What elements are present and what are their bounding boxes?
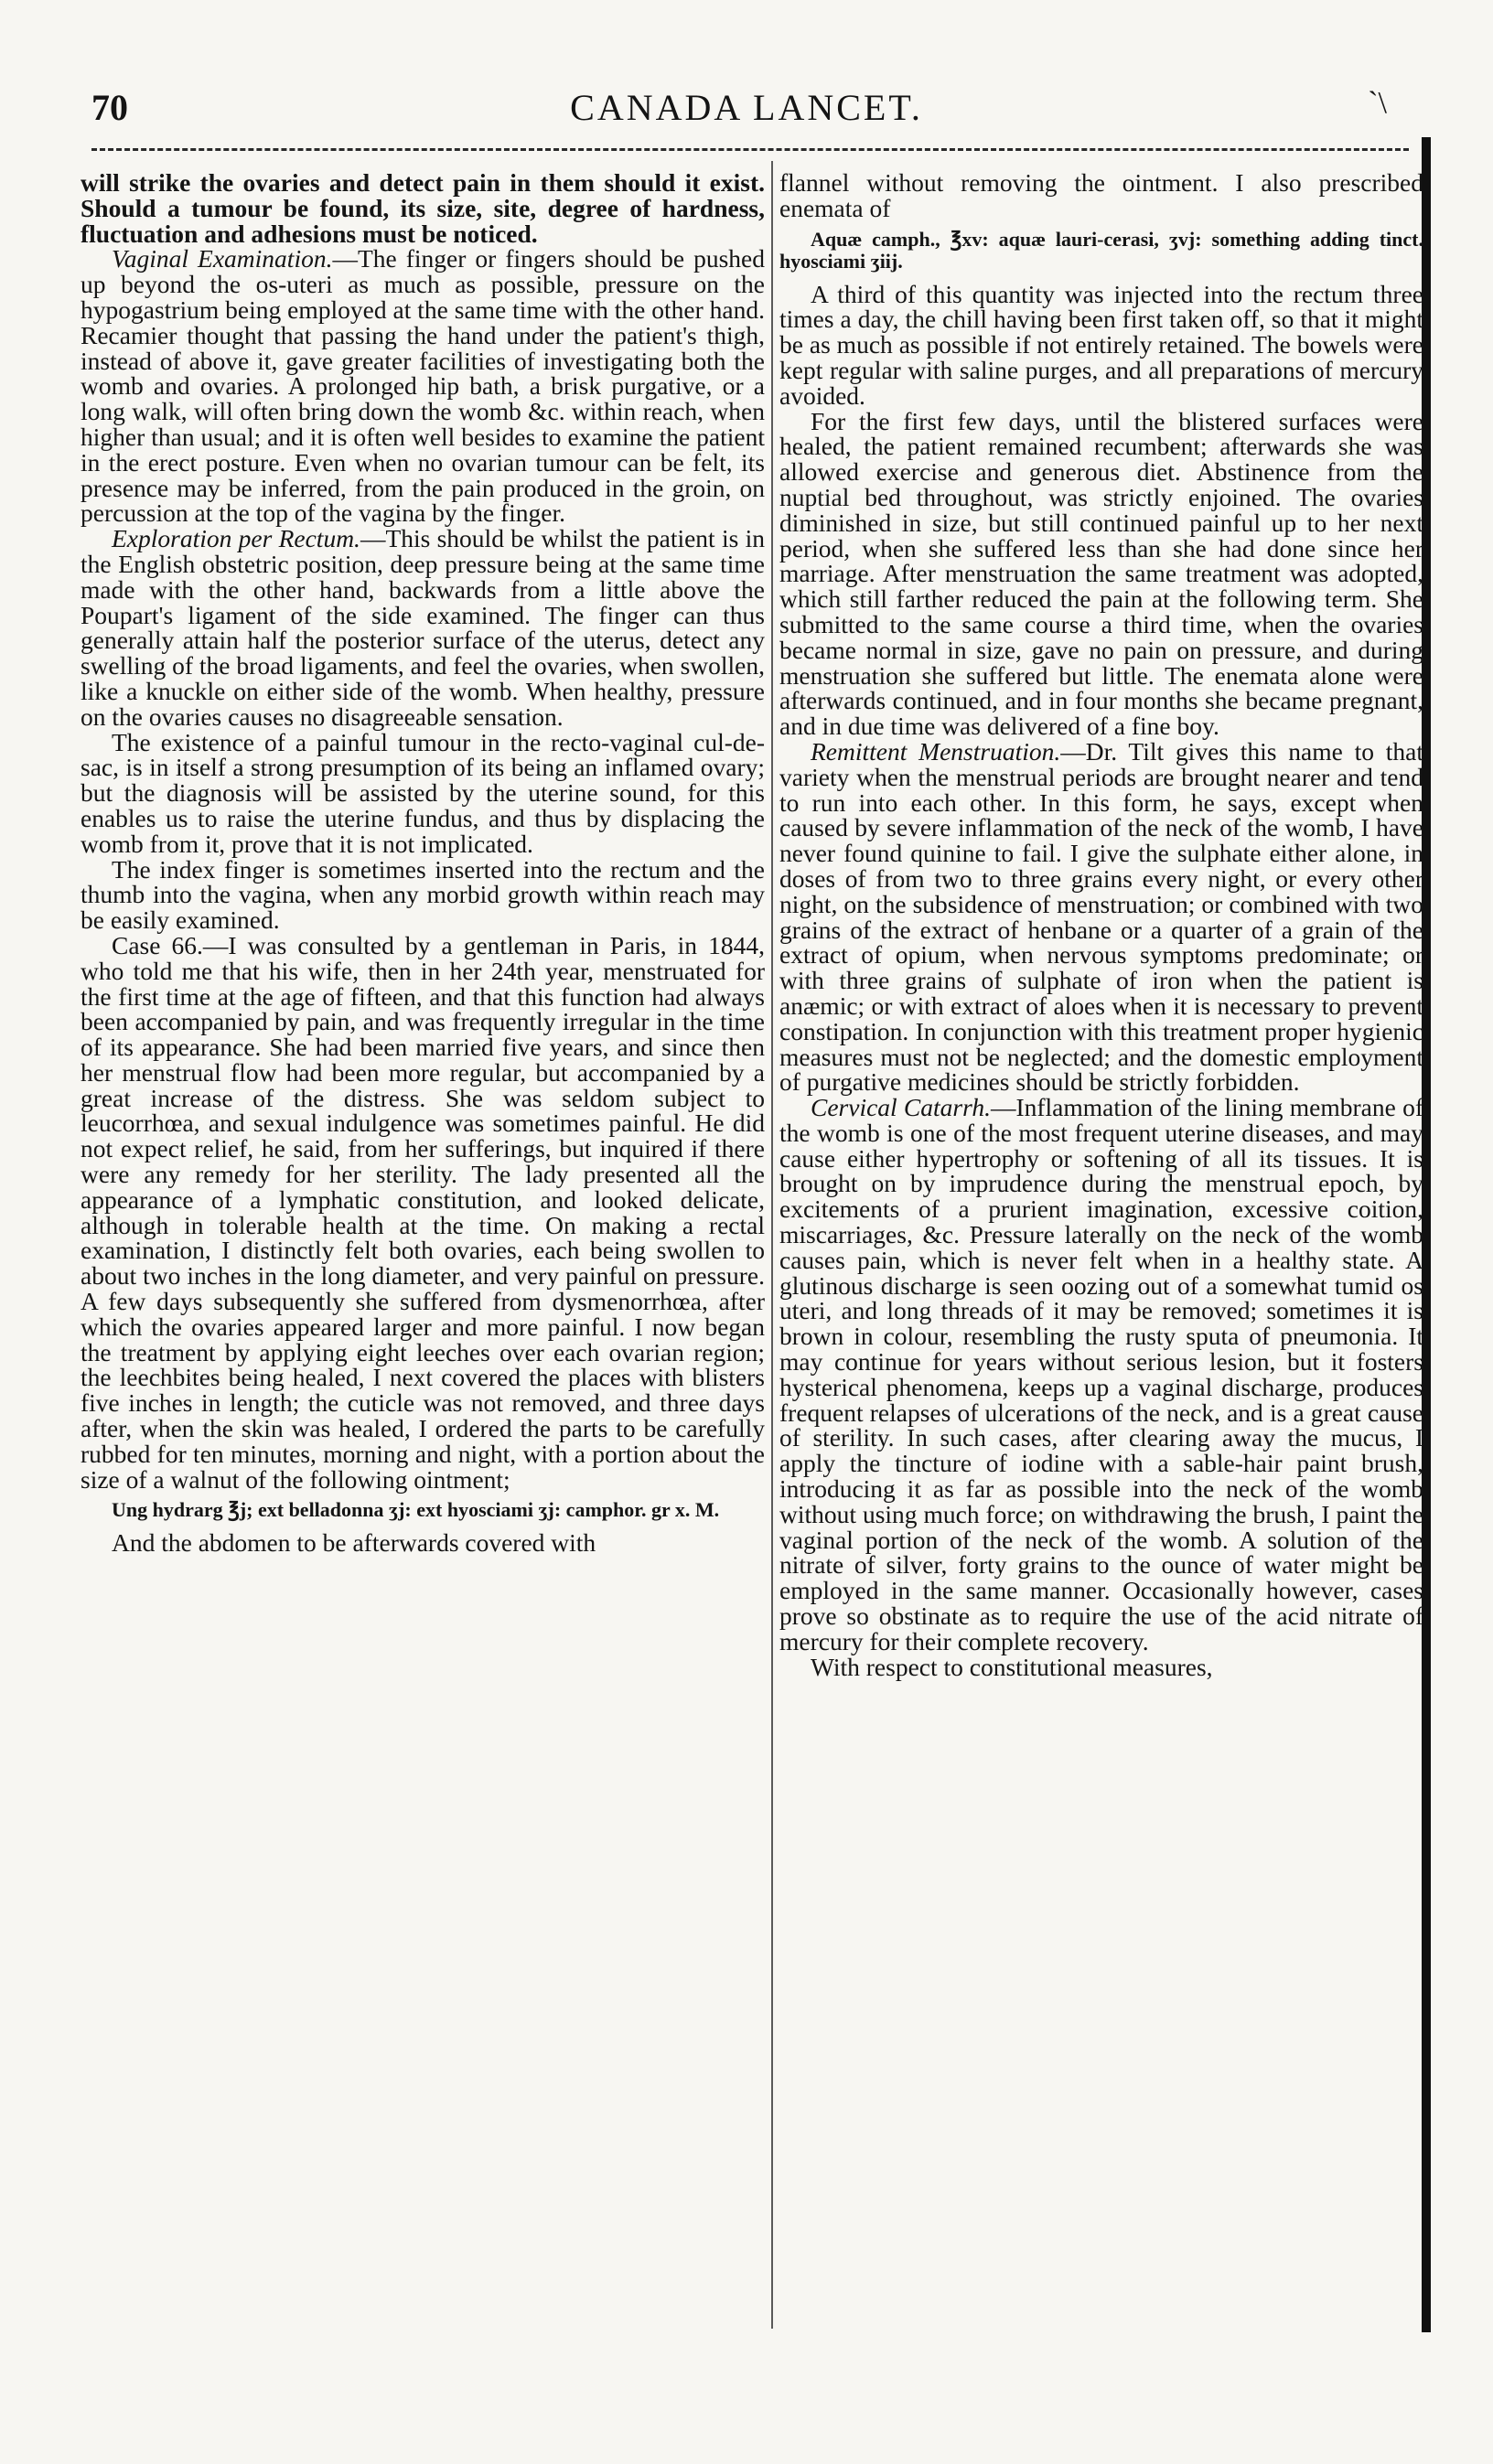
formula-text: Ung hydrarg ℥j; ext belladonna ʒj: ext hyosciami ʒj: camphor. gr x. M. [112, 1498, 720, 1522]
paragraph [779, 736, 1423, 1097]
paragraph-text: A third of this quantity was injected into the rectum three times a day, the chill having been first taken off, so that it might be as much as possible if not entirely retained. The bowels were kept regular with saline purges, and all preparations of mercury avoided. [779, 279, 1423, 410]
paragraph-text: —Dr. Tilt gives this name to that variety when the menstrual periods are brought nearer and tend to run into each other. In this form, he says, except when caused by severe inflammation of the neck of the womb, I have never found quinine to fail. I give the sulphate either alone, in doses of from two to three grains every night, or every other night, on the subsidence of menstruation; or combined with two grains of the extract of henbane or a quarter of a grain of the extract of opium, when nervous symptoms predominate; or with three grains of sulphate of iron when the patient is anæmic; or with extract of aloes when it is necessary to prevent constipation. In conjunction with this treatment proper hygienic measures must not be neglected; and the domestic employment of purgative medicines should be strictly forbidden. [779, 736, 1423, 1097]
paragraph-text: flannel without removing the ointment. I also prescribed enemata of [779, 170, 1423, 222]
header-mark: `\ [1368, 86, 1387, 120]
prescription-formula [779, 229, 1423, 273]
paragraph [779, 170, 1423, 221]
paragraph [81, 170, 765, 246]
paragraph-text: —The finger or fingers should be pushed up beyond the os-uteri as much as possible, pressure on the hypogastrium being employed at the same time with the other hand. Recamier thought that passing the hand under the patient's thigh, instead of above it, gave greater facilities of investigating both the womb and ovaries. A prolonged hip bath, a brisk purgative, or a long walk, will often bring down the womb &c. within reach, when higher than usual; and it is often well besides to examine the patient in the erect posture. Even when no ovarian tumour can be felt, its presence may be inferred, from the pain produced in the groin, on percussion at the top of the vagina by the finger. [81, 244, 765, 528]
section-heading: Vaginal Examination. [112, 244, 333, 273]
paragraph [81, 526, 765, 729]
column-divider [771, 161, 773, 2329]
paragraph [81, 1530, 765, 1556]
paragraph-text: The existence of a painful tumour in the recto-vaginal cul-de-sac, is in itself a strong presumption of its being an inflamed ovary; but the diagnosis will be assisted by the uterine sound, for this enables us to raise the uterine fundus, and thus by displacing the womb from it, prove that it is not implicated. [81, 727, 765, 858]
paragraph [779, 406, 1423, 741]
paragraph [81, 246, 765, 526]
paragraph-text: Case 66.—I was consulted by a gentleman in Paris, in 1844, who told me that his wife, then in her 24th year, menstruated for the first time at the age of fifteen, and that this function had always been accompanied by pain, and was frequently irregular in the time of its appearance. She had been married five years, and since then her menstrual flow had been more regular, but accompanied by a great increase of the distress. She was seldom subject to leucorrhœa, and sexual indulgence was sometimes painful. He did not expect relief, he said, from her sufferings, but inquired if there were any remedy for her sterility. The lady presented all the appearance of a lymphatic constitution, and looked delicate, although in tolerable health at the time. On making a rectal examination, I distinctly felt both ovaries, each being swollen to about two inches in the long diameter, and very painful on pressure. A few days subsequently she suffered from dysmenorrhœa, after which the ovaries appeared larger and more painful. I now began the treatment by applying eight leeches over each ovarian region; the leechbites being healed, I next covered the places with blisters five inches in length; the cuticle was not removed, and three days after, when the skin was healed, I ordered the parts to be carefully rubbed for ten minutes, morning and night, with a portion about the size of a walnut of the following ointment; [81, 930, 765, 1494]
section-heading: Cervical Catarrh. [811, 1093, 991, 1122]
paragraph [779, 1095, 1423, 1655]
paragraph-text: —Inflammation of the lining membrane of the womb is one of the most frequent uterine diseases, and may cause either hypertrophy or softening of all its tissues. It is brought on by imprudence during the menstrual epoch, by excitements of a prurient imagination, excessive coition, miscarriages, &c. Pressure laterally on the neck of the womb causes pain, which is never felt when in a healthy state. A glutinous discharge is seen oozing out of a somewhat tumid os uteri, and long threads of it may be removed; sometimes it is brown in colour, resembling the rusty sputa of pneumonia. It may continue for years without serious lesion, but it fosters hysterical phenomena, keeps up a vaginal discharge, produces frequent relapses of ulcerations of the neck, and is a great cause of sterility. In such cases, after clearing away the mucus, I apply the tincture of iodine with a sable-hair paint brush, introducing it as far as possible into the neck of the womb without using much force; on withdrawing the brush, I paint the vaginal portion of the neck of the womb. A solution of the nitrate of silver, forty grains to the ounce of water might be employed in the same manner. Occasionally however, cases prove so obstinate as to require the use of the acid nitrate of mercury for their complete recovery. [779, 1093, 1423, 1655]
page-header [79, 80, 1414, 145]
right-column [779, 170, 1423, 2329]
paragraph-text: will strike the ovaries and detect pain in them should it exist. Should a tumour be found, its size, site, degree of hardness, fluctuation and adhesions must be noticed. [81, 170, 765, 248]
paragraph-text: —This should be whilst the patient is in the English obstetric position, deep pressure being at the same time made with the other hand, backwards from a little above the Poupart's ligament of the side examined. The finger can thus generally attain half the posterior surface of the uterus, detect any swelling of the broad ligaments, and feel the ovaries, when swollen, like a knuckle on either side of the womb. When healthy, pressure on the ovaries causes no disagreeable sensation. [81, 524, 765, 731]
section-heading: Remittent Menstruation. [811, 736, 1061, 766]
left-column [81, 170, 765, 2329]
paragraph-text: With respect to constitutional measures, [811, 1652, 1213, 1681]
prescription-formula [81, 1499, 765, 1521]
paragraph [779, 279, 1423, 410]
page-number: 70 [91, 87, 128, 128]
paragraph-text: And the abdomen to be afterwards covered with [112, 1528, 596, 1558]
paragraph [81, 727, 765, 858]
section-heading: Exploration per Rectum. [112, 524, 360, 553]
paragraph-text: The index finger is sometimes inserted into the rectum and the thumb into the vagina, when any morbid growth within reach may be easily examined. [81, 854, 765, 935]
paragraph [81, 930, 765, 1494]
paragraph-text: For the first few days, until the blistered surfaces were healed, the patient remained recumbent; afterwards she was allowed exercise and generous diet. Abstinence from the nuptial bed throughout, was strictly enjoined. The ovaries diminished in size, but still continued painful up to her next period, when she suffered less than she had done since her marriage. After menstruation the same treatment was adopted, which still farther reduced the pain at the following term. She submitted to the same course a third time, when the ovaries became normal in size, gave no pain on pressure, and during menstruation she suffered but little. The enemata alone were afterwards continued, and in four months she became pregnant, and in due time was delivered of a fine boy. [779, 406, 1423, 741]
header-rule [91, 148, 1409, 151]
paragraph [779, 1652, 1423, 1681]
running-title: CANADA LANCET. [570, 87, 923, 128]
formula-text: Aquæ camph., ℥xv: aquæ lauri-cerasi, ʒvj: something adding tinct. hyosciami ʒiij. [779, 227, 1423, 273]
paragraph [81, 854, 765, 935]
